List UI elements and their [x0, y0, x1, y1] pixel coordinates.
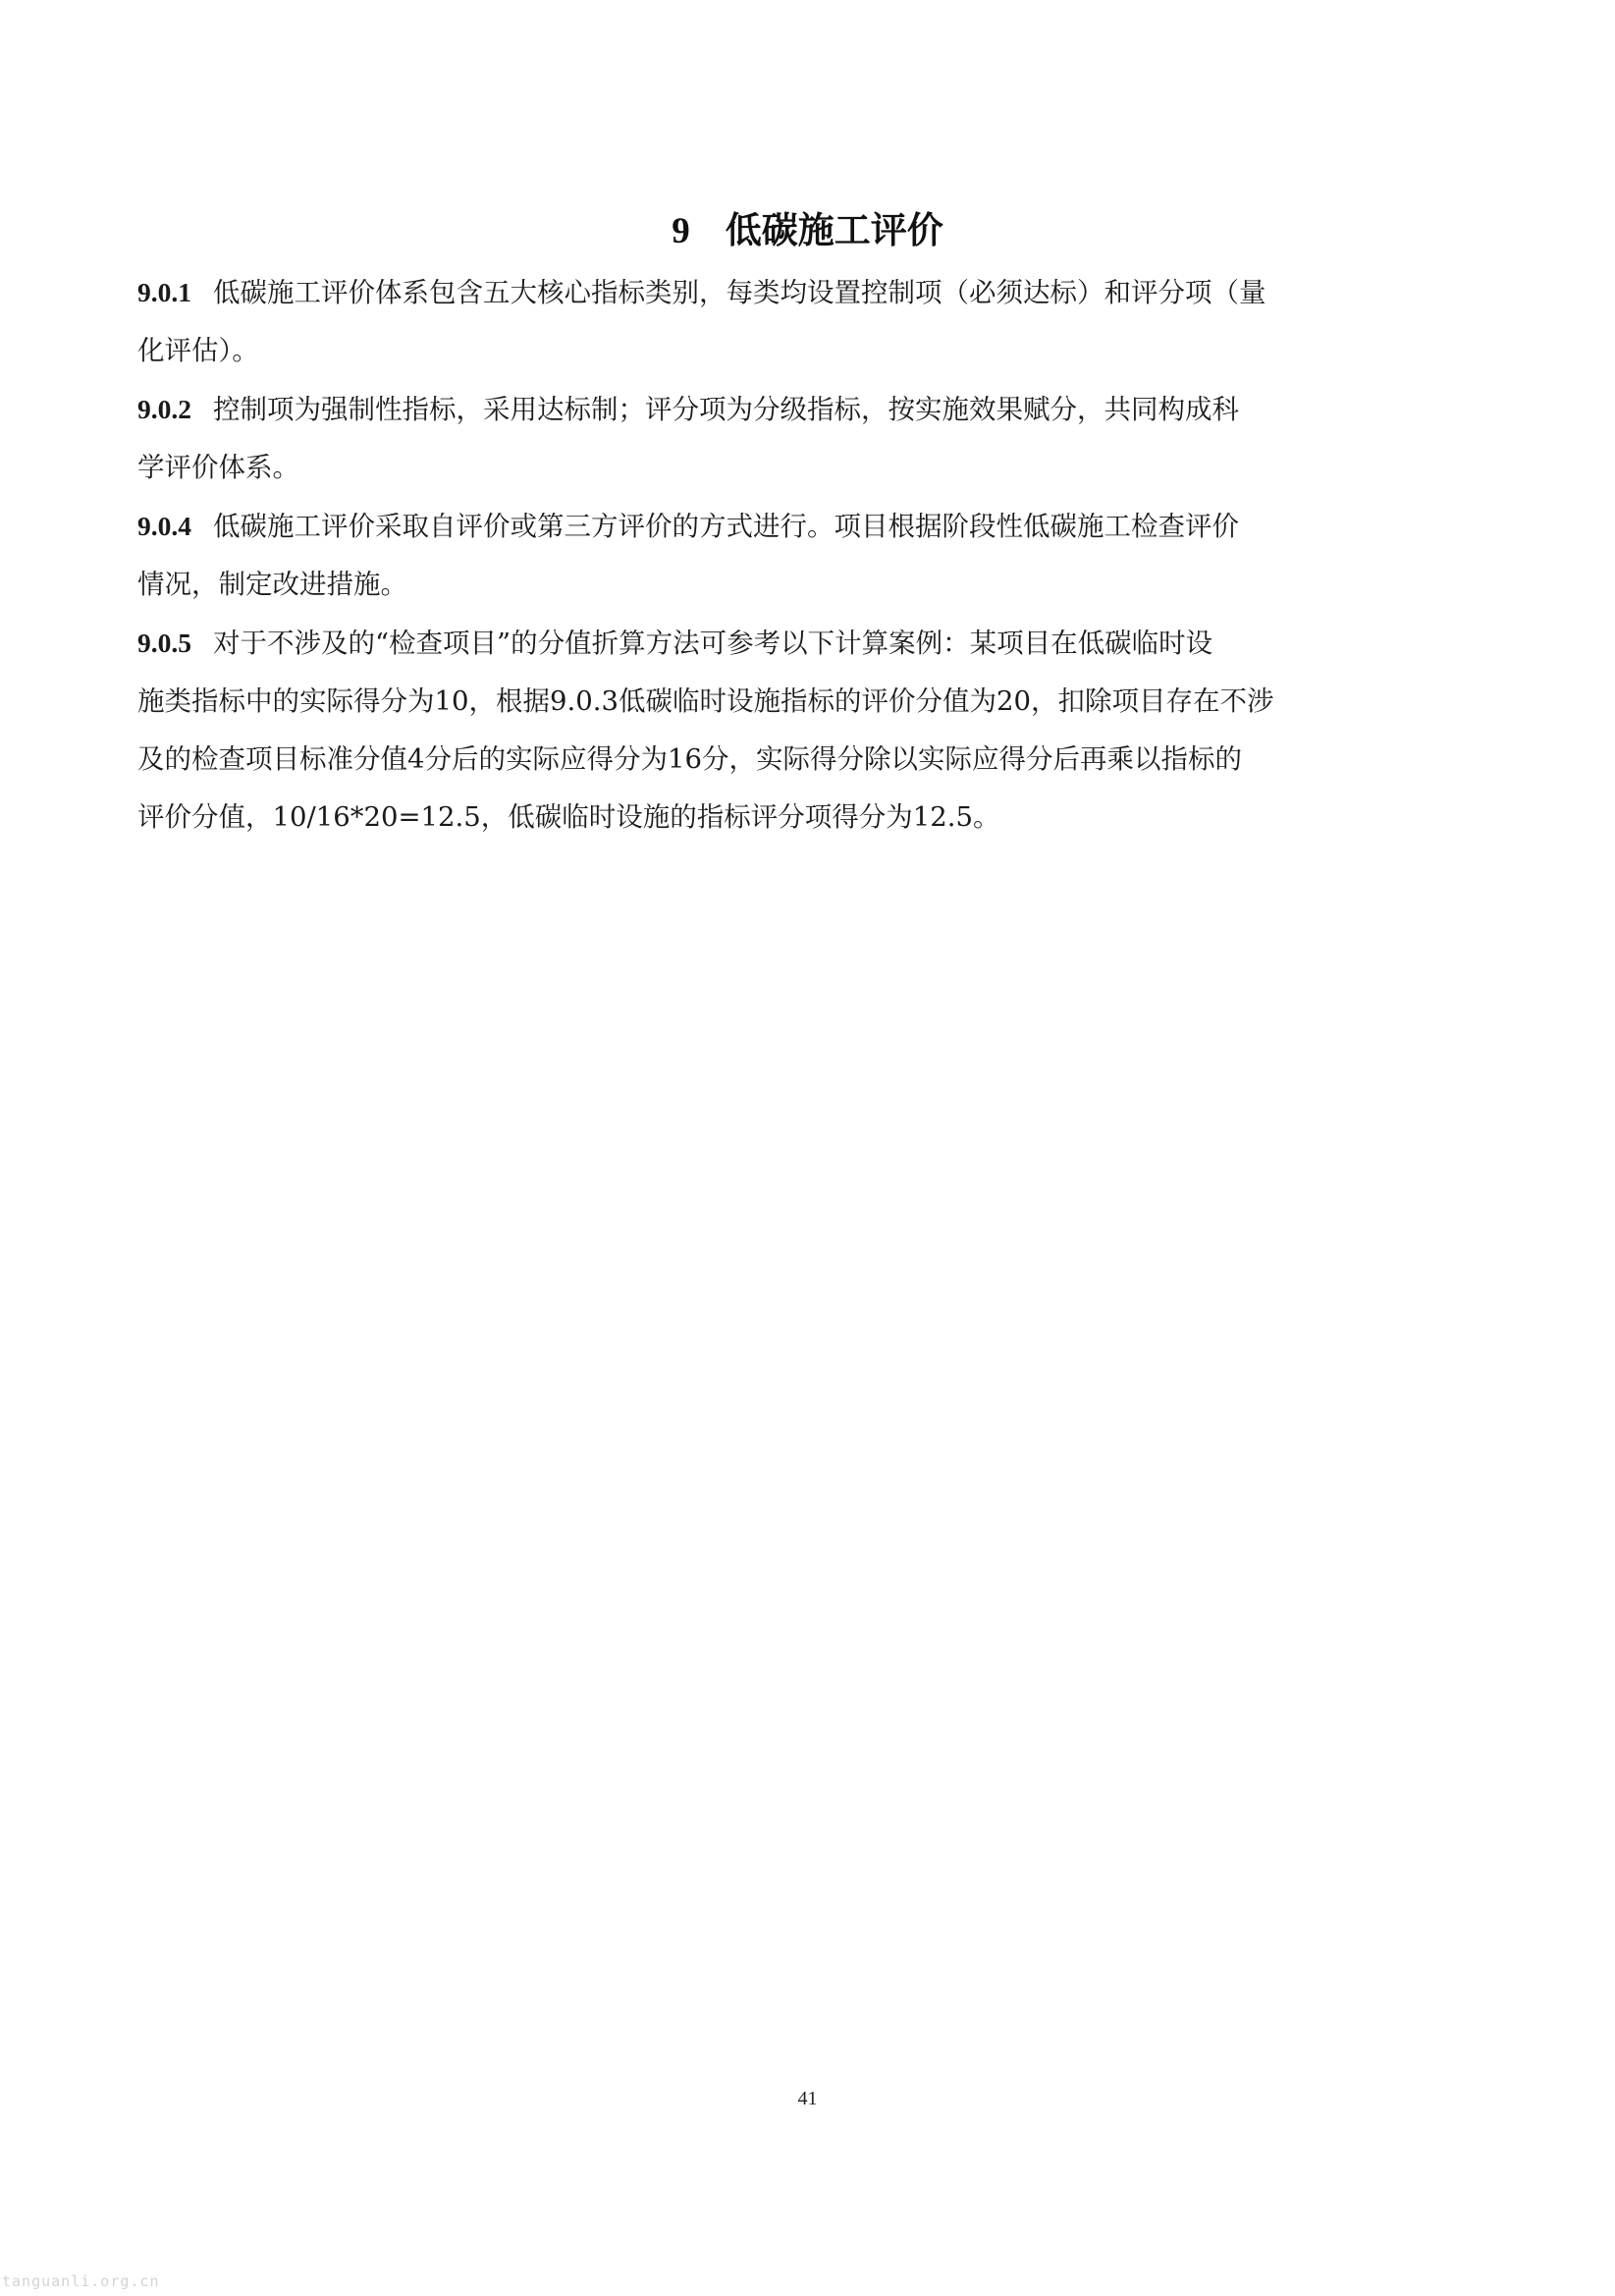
- clause-line: 化评估）。: [137, 335, 259, 366]
- clause-9-0-1: [137, 263, 1487, 380]
- chapter-title: [0, 207, 1615, 255]
- clause-line: 评价分值，10/16*20=12.5，低碳临时设施的指标评分项得分为12.5。: [137, 801, 1000, 833]
- clause-number: 9.0.2: [137, 394, 191, 424]
- clause-line: [137, 497, 1487, 556]
- clause-text: 控制项为强制性指标，采用达标制；评分项为分级指标，按实施效果赋分，共同构成科: [213, 394, 1239, 425]
- clause-9-0-4: [137, 497, 1487, 614]
- clause-line: [137, 263, 1487, 322]
- clause-line: 及的检查项目标准分值4分后的实际应得分为16分，实际得分除以实际应得分后再乘以指标的: [137, 743, 1242, 775]
- page-number: 41: [797, 2088, 818, 2109]
- clause-line: [137, 380, 1487, 439]
- clause-number: 9.0.4: [137, 511, 191, 541]
- clause-line: [137, 614, 1487, 673]
- chapter-number: 9: [672, 210, 690, 251]
- watermark: tanguanli.org.cn: [2, 2272, 160, 2290]
- clause-text: 低碳施工评价采取自评价或第三方评价的方式进行。项目根据阶段性低碳施工检查评价: [213, 511, 1239, 542]
- clause-text: 对于不涉及的“检查项目”的分值折算方法可参考以下计算案例：某项目在低碳临时设: [213, 628, 1213, 659]
- clause-line: 施类指标中的实际得分为10，根据9.0.3低碳临时设施指标的评价分值为20，扣除项目存在不涉: [137, 685, 1274, 717]
- document-body: [137, 263, 1487, 847]
- clause-9-0-5: [137, 614, 1487, 847]
- chapter-title-text: 低碳施工评价: [725, 208, 943, 251]
- clause-line: 情况，制定改进措施。: [137, 569, 407, 600]
- clause-number: 9.0.1: [137, 277, 191, 307]
- clause-line: 学评价体系。: [137, 452, 299, 483]
- clause-number: 9.0.5: [137, 628, 191, 658]
- clause-text: 低碳施工评价体系包含五大核心指标类别，每类均设置控制项（必须达标）和评分项（量: [213, 277, 1266, 308]
- clause-9-0-2: [137, 380, 1487, 497]
